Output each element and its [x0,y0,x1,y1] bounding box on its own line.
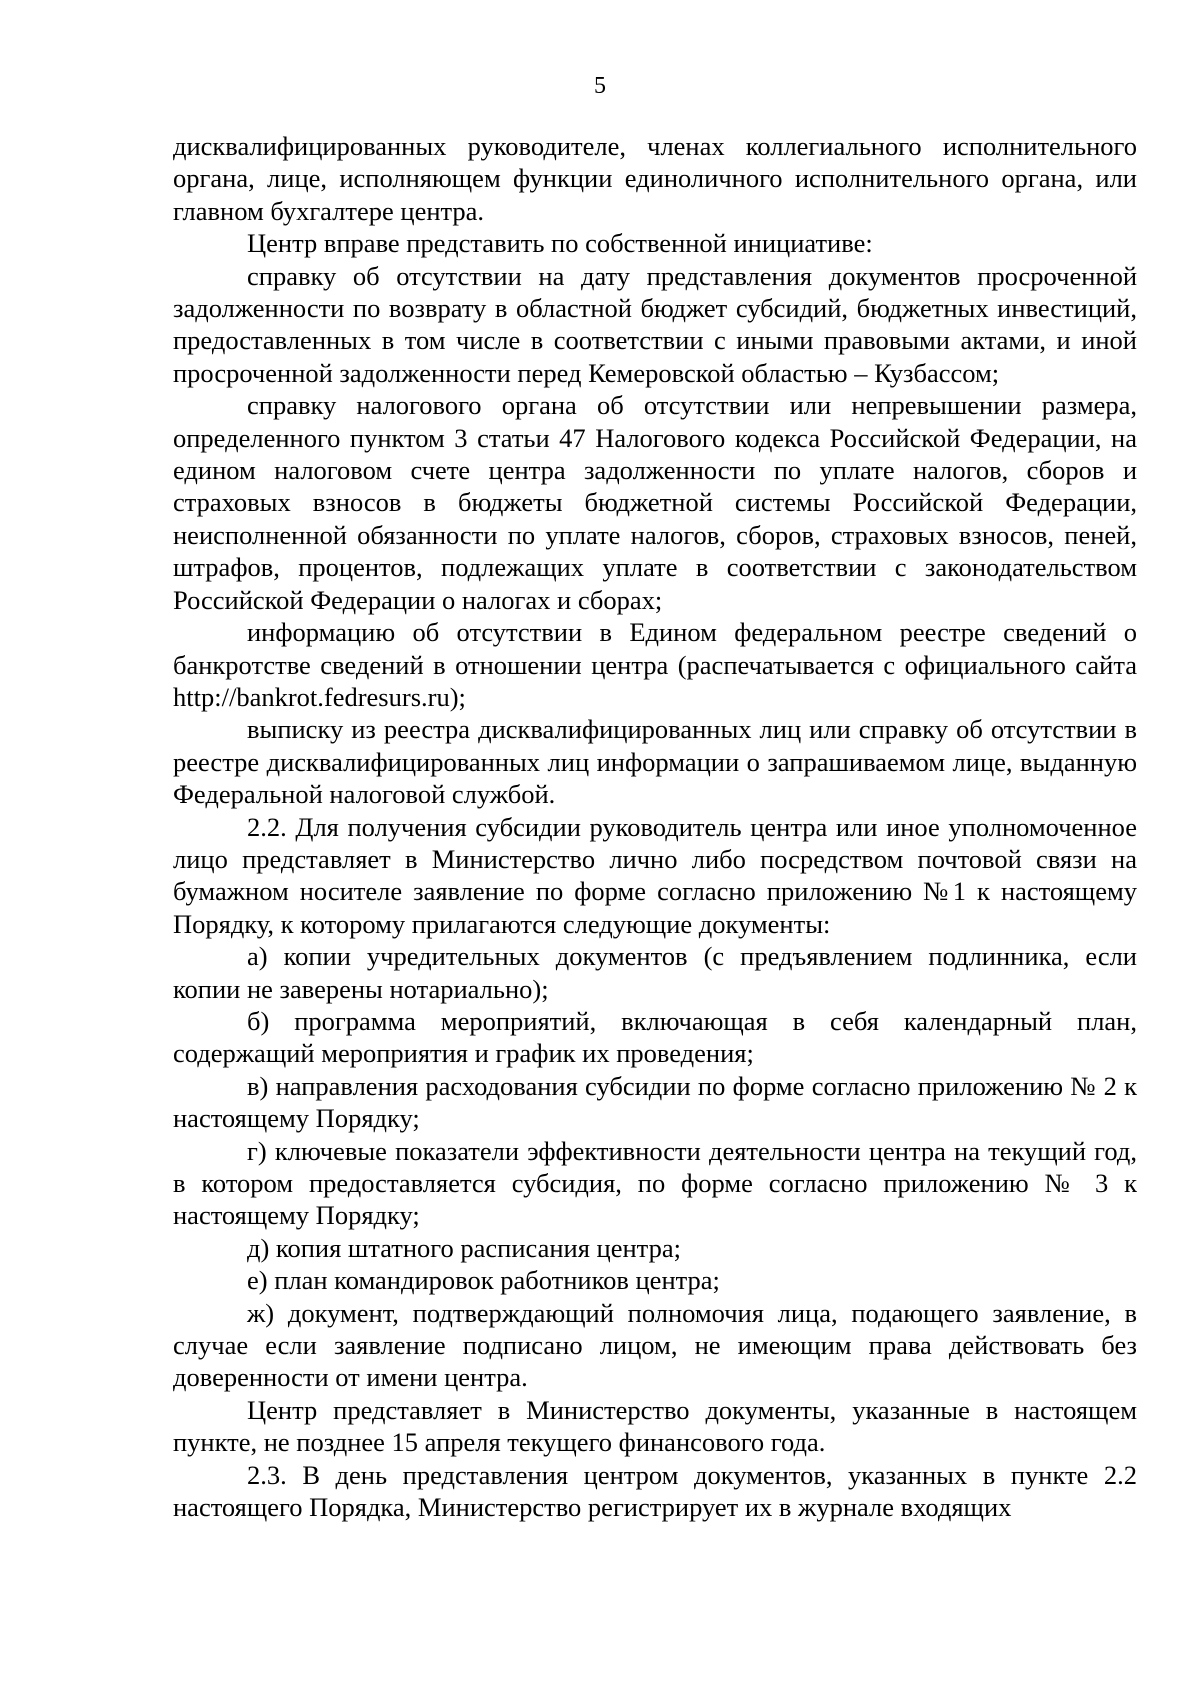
list-item-g: г) ключевые показатели эффективности деятельности центра на текущий год, в котором предоставляется субсидия, по форме согласно приложению № 3 к настоящему Порядку; [173,1135,1137,1231]
paragraph-disqualification-extract: выписку из реестра дисквалифицированных лиц или справку об отсутствии в реестре дисквалифицированных лиц информации о запрашиваемом лице, выданную Федеральной налоговой службой. [173,714,1137,810]
list-item-d: д) копия штатного расписания центра; [247,1232,681,1263]
page-number: 5 [594,73,606,99]
document-body [173,130,1137,1523]
list-item-b: б) программа мероприятий, включающая в себя календарный план, содержащий мероприятия и график их проведения; [173,1005,1137,1069]
list-item-e: е) план командировок работников центра; [247,1265,720,1296]
list-item-v: в) направления расходования субсидии по форме согласно приложению № 2 к настоящему Порядку; [173,1070,1137,1134]
paragraph-deadline: Центр представляет в Министерство документы, указанные в настоящем пункте, не позднее 15 апреля текущего финансового года. [173,1394,1137,1458]
paragraph-continuation: дисквалифицированных руководителе, членах коллегиального исполнительного органа, лице, исполняющем функции единоличного исполнительного органа, или главном бухгалтере центра. [173,131,1137,226]
paragraph-debt-certificate: справку об отсутствии на дату представления документов просроченной задолженности по возврату в областной бюджет субсидий, бюджетных инвестиций, предоставленных в том числе в соответствии с иными правовыми актами, и иной просроченной задолженности перед Кемеровской областью – Кузбассом; [173,260,1137,388]
paragraph-tax-certificate: справку налогового органа об отсутствии или непревышении размера, определенного пунктом 3 статьи 47 Налогового кодекса Российской Федерации, на едином налоговом счете центра задолженности по уплате налогов, сборов и страховых взносов в бюджеты бюджетной системы Российской Федерации, неисполненной обязанности по уплате налогов, сборов, страховых взносов, пеней, штрафов, процентов, подлежащих уплате в соответствии с законодательством Российской Федерации о налогах и сборах; [173,390,1137,615]
paragraph-bankruptcy-info: информацию об отсутствии в Едином федеральном реестре сведений о банкротстве сведений в отношении центра (распечатывается с официального сайта http://bankrot.fedresurs.ru); [173,617,1137,712]
list-item-a: а) копии учредительных документов (с предъявлением подлинника, если копии не заверены нотариально); [173,941,1137,1004]
paragraph-optional-documents-intro: Центр вправе представить по собственной инициативе: [247,228,873,259]
paragraph-clause-2-2: 2.2. Для получения субсидии руководитель центра или иное уполномоченное лицо представляет в Министерство лично либо посредством почтовой связи на бумажном носителе заявление по форме согласно приложению №1 к настоящему Порядку, к которому прилагаются следующие документы: [173,811,1137,939]
list-item-zh: ж) документ, подтверждающий полномочия лица, подающего заявление, в случае если заявление подписано лицом, не имеющим права действовать без доверенности от имени центра. [173,1297,1137,1393]
paragraph-clause-2-3: 2.3. В день представления центром документов, указанных в пункте 2.2 настоящего Порядка, Министерство регистрирует их в журнале входящих [173,1459,1137,1523]
